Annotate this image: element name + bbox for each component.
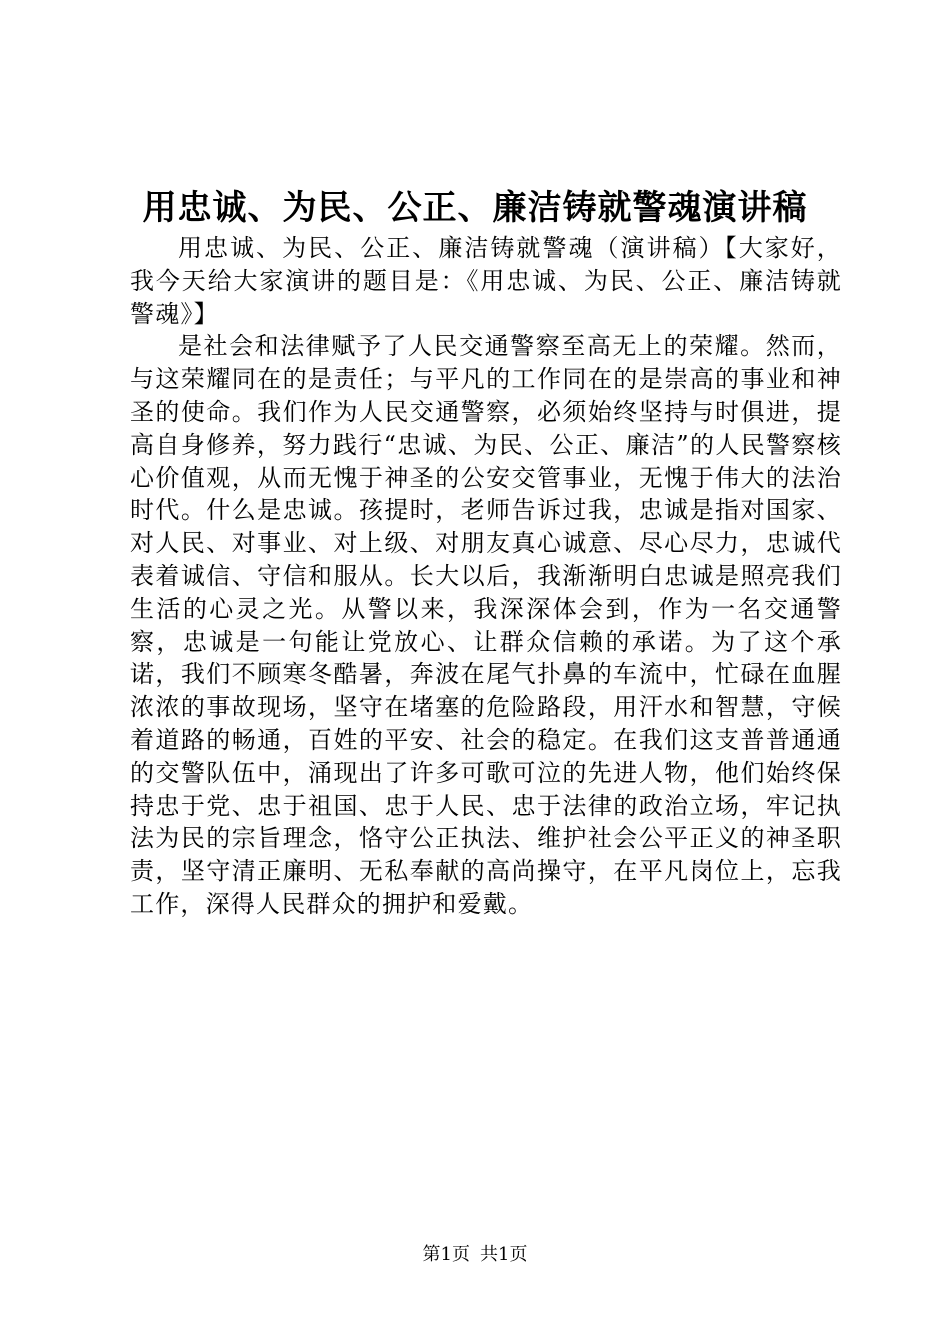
document-title: 用忠诚、为民、公正、廉洁铸就警魂演讲稿 xyxy=(142,188,808,228)
document-body xyxy=(130,232,842,921)
paragraph-main: 是社会和法律赋予了人民交通警察至高无上的荣耀。然而，与这荣耀同在的是责任；与平凡的工作同在的是崇高的事业和神圣的使命。我们作为人民交通警察，必须始终坚持与时俱进，提高自身修养，努力践行“忠诚、为民、公正、廉洁”的人民警察核心价值观，从而无愧于神圣的公安交管事业，无愧于伟大的法治时代。什么是忠诚。孩提时，老师告诉过我，忠诚是指对国家、对人民、对事业、对上级、对朋友真心诚意、尽心尽力，忠诚代表着诚信、守信和服从。长大以后，我渐渐明白忠诚是照亮我们生活的心灵之光。从警以来，我深深体会到，作为一名交通警察，忠诚是一句能让党放心、让群众信赖的承诺。为了这个承诺，我们不顾寒冬酷暑，奔波在尾气扑鼻的车流中，忙碌在血腥浓浓的事故现场，坚守在堵塞的危险路段，用汗水和智慧，守候着道路的畅通，百姓的平安、社会的稳定。在我们这支普普通通的交警队伍中，涌现出了许多可歌可泣的先进人物，他们始终保持忠于党、忠于祖国、忠于人民、忠于法律的政治立场，牢记执法为民的宗旨理念，恪守公正执法、维护社会公平正义的神圣职责，坚守清正廉明、无私奉献的高尚操守，在平凡岗位上，忘我工作，深得人民群众的拥护和爱戴。 xyxy=(130,332,842,918)
page-total: 共1页 xyxy=(480,1244,528,1265)
page-number: 第1页 xyxy=(422,1244,470,1265)
page-footer xyxy=(0,1243,950,1267)
paragraph-intro: 用忠诚、为民、公正、廉洁铸就警魂（演讲稿）【大家好，我今天给大家演讲的题目是：《用忠诚、为民、公正、廉洁铸就警魂》】 xyxy=(130,234,842,328)
